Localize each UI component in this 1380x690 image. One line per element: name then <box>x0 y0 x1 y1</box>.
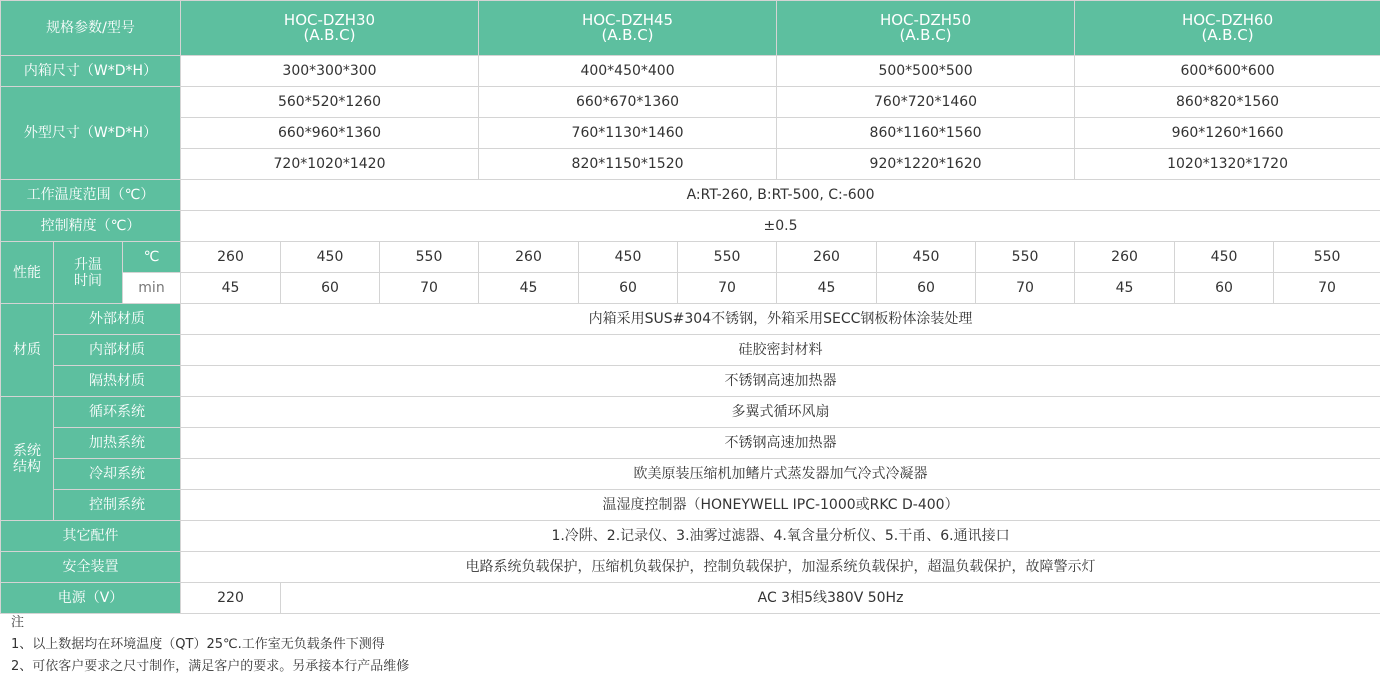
performance-time-row <box>1 273 1380 304</box>
performance-group-text: 性能 <box>13 264 41 281</box>
performance-sub-label <box>54 242 123 304</box>
system-value: 温湿度控制器（HONEYWELL IPC-1000或RKC D-400） <box>181 490 1380 521</box>
model-name: HOC-DZH30 <box>283 11 376 29</box>
system-group-text: 系统 结构 <box>13 442 41 475</box>
material-row <box>1 304 1380 335</box>
inner-size-value: 300*300*300 <box>181 56 479 87</box>
safety-label: 安全装置 <box>1 552 181 583</box>
time-value: 60 <box>877 273 976 304</box>
performance-sub-text: 升温 时间 <box>74 256 102 289</box>
precision-value: ±0.5 <box>181 211 1380 242</box>
time-value: 45 <box>479 273 579 304</box>
time-value: 60 <box>281 273 380 304</box>
model-name: HOC-DZH45 <box>581 11 674 29</box>
temp-value: 550 <box>678 242 777 273</box>
time-unit: min <box>123 273 181 304</box>
system-label: 加热系统 <box>54 428 181 459</box>
time-value: 45 <box>777 273 877 304</box>
model-header <box>1075 1 1380 56</box>
note-line: 2、可依客户要求之尺寸制作，满足客户的要求。另承接本行产品维修 <box>11 659 410 674</box>
power-row <box>1 583 1380 614</box>
precision-label: 控制精度（℃） <box>1 211 181 242</box>
model-header <box>777 1 1075 56</box>
system-value: 多翼式循环风扇 <box>181 397 1380 428</box>
time-value: 60 <box>1175 273 1274 304</box>
time-value: 70 <box>976 273 1075 304</box>
note-line: 1、以上数据均在环境温度（QT）25℃.工作室无负载条件下测得 <box>11 637 385 652</box>
material-value: 内箱采用SUS#304不锈钢，外箱采用SECC钢板粉体涂装处理 <box>181 304 1380 335</box>
temp-value: 260 <box>777 242 877 273</box>
performance-temp-row <box>1 242 1380 273</box>
inner-size-value: 600*600*600 <box>1075 56 1380 87</box>
accessories-row <box>1 521 1380 552</box>
header-row <box>1 1 1380 56</box>
outer-size-row <box>1 149 1380 180</box>
material-group-text: 材质 <box>13 342 41 358</box>
temp-value: 550 <box>976 242 1075 273</box>
notes-title: 注 <box>11 615 25 630</box>
model-name: HOC-DZH60 <box>1181 11 1274 29</box>
system-row <box>1 459 1380 490</box>
material-group-label <box>1 304 54 397</box>
outer-size-value: 1020*1320*1720 <box>1075 149 1380 180</box>
outer-size-value: 960*1260*1660 <box>1075 118 1380 149</box>
outer-size-value: 560*520*1260 <box>181 87 479 118</box>
system-label: 控制系统 <box>54 490 181 521</box>
temp-value: 550 <box>380 242 479 273</box>
model-variant: (A.B.C) <box>899 26 952 44</box>
outer-size-value: 660*960*1360 <box>181 118 479 149</box>
system-value: 不锈钢高速加热器 <box>181 428 1380 459</box>
outer-size-value: 660*670*1360 <box>479 87 777 118</box>
system-group-label <box>1 397 54 521</box>
temp-value: 450 <box>579 242 678 273</box>
outer-size-value: 920*1220*1620 <box>777 149 1075 180</box>
safety-value: 电路系统负载保护，压缩机负载保护，控制负载保护，加湿系统负载保护，超温负载保护，故障警示灯 <box>181 552 1380 583</box>
material-value: 不锈钢高速加热器 <box>181 366 1380 397</box>
work-temp-value: A:RT-260, B:RT-500, C:-600 <box>181 180 1380 211</box>
time-value: 45 <box>1075 273 1175 304</box>
temp-value: 260 <box>479 242 579 273</box>
power-label: 电源（V） <box>1 583 181 614</box>
material-label: 外部材质 <box>54 304 181 335</box>
temp-value: 260 <box>181 242 281 273</box>
system-row <box>1 428 1380 459</box>
system-row <box>1 397 1380 428</box>
temp-value: 450 <box>877 242 976 273</box>
material-label: 隔热材质 <box>54 366 181 397</box>
material-value: 硅胶密封材料 <box>181 335 1380 366</box>
outer-size-row <box>1 87 1380 118</box>
temp-value: 260 <box>1075 242 1175 273</box>
material-row <box>1 335 1380 366</box>
performance-group-label <box>1 242 54 304</box>
work-temp-label: 工作温度范围（℃） <box>1 180 181 211</box>
outer-size-label: 外型尺寸（W*D*H） <box>1 87 181 180</box>
model-variant: (A.B.C) <box>601 26 654 44</box>
inner-size-value: 500*500*500 <box>777 56 1075 87</box>
material-label: 内部材质 <box>54 335 181 366</box>
material-row <box>1 366 1380 397</box>
time-value: 70 <box>380 273 479 304</box>
system-label: 冷却系统 <box>54 459 181 490</box>
outer-size-value: 720*1020*1420 <box>181 149 479 180</box>
time-value: 70 <box>678 273 777 304</box>
inner-size-row <box>1 56 1380 87</box>
time-value: 70 <box>1274 273 1380 304</box>
param-header: 规格参数/型号 <box>1 1 181 56</box>
model-header <box>181 1 479 56</box>
time-value: 45 <box>181 273 281 304</box>
inner-size-label: 内箱尺寸（W*D*H） <box>1 56 181 87</box>
outer-size-value: 760*1130*1460 <box>479 118 777 149</box>
accessories-label: 其它配件 <box>1 521 181 552</box>
outer-size-value: 860*1160*1560 <box>777 118 1075 149</box>
temp-unit: ℃ <box>123 242 181 273</box>
time-value: 60 <box>579 273 678 304</box>
inner-size-value: 400*450*400 <box>479 56 777 87</box>
temp-value: 450 <box>281 242 380 273</box>
outer-size-row <box>1 118 1380 149</box>
power-voltage: 220 <box>181 583 281 614</box>
outer-size-value: 820*1150*1520 <box>479 149 777 180</box>
outer-size-value: 860*820*1560 <box>1075 87 1380 118</box>
precision-row <box>1 211 1380 242</box>
accessories-value: 1.冷阱、2.记录仪、3.油雾过滤器、4.氧含量分析仪、5.干甬、6.通讯接口 <box>181 521 1380 552</box>
work-temp-row <box>1 180 1380 211</box>
safety-row <box>1 552 1380 583</box>
system-label: 循环系统 <box>54 397 181 428</box>
model-header <box>479 1 777 56</box>
model-variant: (A.B.C) <box>303 26 356 44</box>
model-name: HOC-DZH50 <box>879 11 972 29</box>
outer-size-value: 760*720*1460 <box>777 87 1075 118</box>
model-variant: (A.B.C) <box>1201 26 1254 44</box>
temp-value: 550 <box>1274 242 1380 273</box>
power-value: AC 3相5线380V 50Hz <box>281 583 1380 614</box>
notes <box>11 612 409 678</box>
system-value: 欧美原装压缩机加鳍片式蒸发器加气冷式冷凝器 <box>181 459 1380 490</box>
system-row <box>1 490 1380 521</box>
temp-value: 450 <box>1175 242 1274 273</box>
